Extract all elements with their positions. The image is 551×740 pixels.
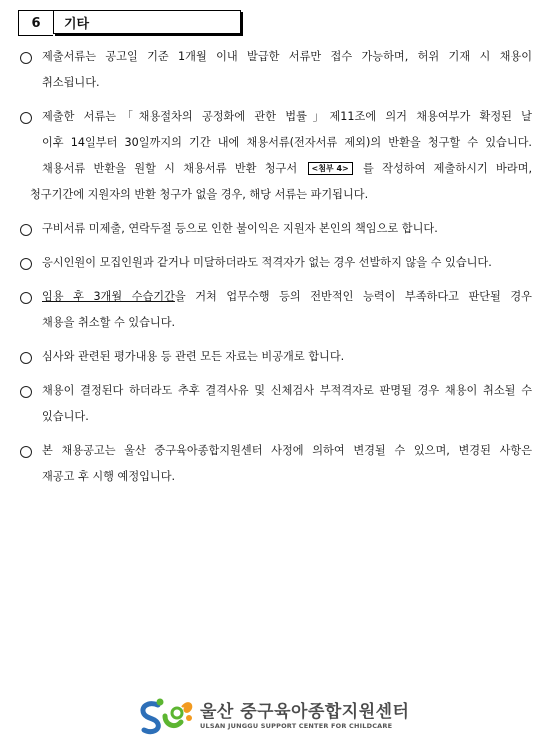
item-text-line: 구비서류 미제출, 연락두절 등으로 인한 불이익은 지원자 본인의 책임으로 합니다. <box>42 222 438 235</box>
list-item <box>20 44 532 96</box>
item-text-line: 심사와 관련된 평가내용 등 관련 모든 자료는 비공개로 합니다. <box>42 350 345 363</box>
item-text-line: 채용을 취소할 수 있습니다. <box>42 316 176 329</box>
list-item <box>20 438 532 490</box>
footer-logo <box>138 697 409 735</box>
section-number: 6 <box>18 10 53 36</box>
item-text-line: 청구기간에 지원자의 반환 청구가 없을 경우, 해당 서류는 파기됩니다. <box>30 188 369 201</box>
circle-bullet-icon <box>20 352 32 364</box>
list-item <box>20 216 532 242</box>
item-text-segment: 을 거쳐 업무수행 등의 전반적인 능력이 부족하다고 판단될 경우 <box>174 290 532 303</box>
childcare-center-logo-icon <box>138 697 194 735</box>
item-text-line: 본 채용공고는 울산 중구육아종합지원센터 사정에 의하여 변경될 수 있으며, 변경된 사항은 <box>42 444 532 457</box>
item-text-line: 제출서류는 공고일 기준 1개월 이내 발급한 서류만 접수 가능하며, 허위 기재 시 채용이 <box>42 50 532 63</box>
circle-bullet-icon <box>20 52 32 64</box>
circle-bullet-icon <box>20 292 32 304</box>
item-text-line: 채용이 결정된다 하더라도 추후 결격사유 및 신체검사 부적격자로 판명될 경우 채용이 취소될 수 <box>42 384 532 397</box>
attachment-tag: <첨부 4> <box>308 162 353 175</box>
list-item <box>20 344 532 370</box>
item-text-segment: 채용서류 반환을 원할 시 채용서류 반환 청구서 <box>42 162 298 175</box>
item-text-line: 제출한 서류는「채용절차의 공정화에 관한 법률」제11조에 의거 채용여부가 확정된 날 <box>42 110 532 123</box>
list-item <box>20 378 532 430</box>
item-text-line: 재공고 후 시행 예정입니다. <box>42 470 176 483</box>
item-text-line: 있습니다. <box>42 410 89 423</box>
item-text-line <box>42 156 532 182</box>
section-header <box>18 10 241 36</box>
item-text-line: 이후 14일부터 30일까지의 기간 내에 채용서류(전자서류 제외)의 반환을 청구할 수 있습니다. <box>42 136 532 149</box>
item-text-line: 응시인원이 모집인원과 같거나 미달하더라도 적격자가 없는 경우 선발하지 않을 수 있습니다. <box>42 256 492 269</box>
footer-org-name-ko: 울산 중구육아종합지원센터 <box>200 701 410 722</box>
list-item <box>20 284 532 336</box>
circle-bullet-icon <box>20 224 32 236</box>
notice-list <box>20 44 532 498</box>
item-text-line <box>42 284 532 310</box>
item-text-segment: 를 작성하여 제출하시기 바라며, <box>363 162 532 175</box>
circle-bullet-icon <box>20 112 32 124</box>
list-item <box>20 104 532 208</box>
circle-bullet-icon <box>20 386 32 398</box>
footer-org-name-en: ULSAN JUNGGU SUPPORT CENTER FOR CHILDCARE <box>200 721 393 730</box>
item-text-line: 취소됩니다. <box>42 76 100 89</box>
section-title: 기타 <box>53 10 241 34</box>
list-item <box>20 250 532 276</box>
underlined-text: 임용 후 3개월 수습기간 <box>42 290 175 303</box>
circle-bullet-icon <box>20 258 32 270</box>
circle-bullet-icon <box>20 446 32 458</box>
